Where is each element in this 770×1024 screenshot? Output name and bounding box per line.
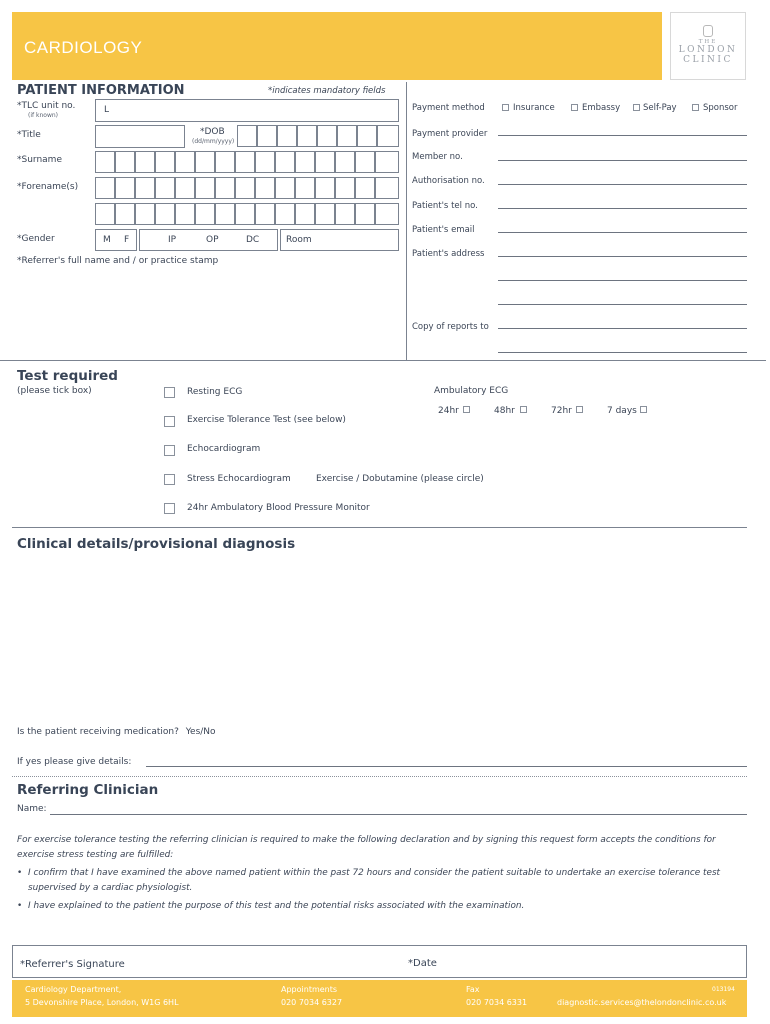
tel-line[interactable] [498,208,747,209]
medication-answer[interactable]: Yes/No [185,727,216,737]
declaration-bullet-1: • I confirm that I have examined the above named patient within the past 72 hours and consider the patient suitable to undertake an exercise tolerance test supervised by a cardiac physiologist. [17,866,737,896]
amb-24hr-checkbox[interactable] [463,406,470,413]
amb-48hr-checkbox[interactable] [520,406,527,413]
dob-sub: (dd/mm/yyyy) [192,138,235,145]
title-label: *Title [17,130,41,140]
medication-question [17,727,216,737]
logo-line1: LONDON [678,45,738,55]
address-line-2[interactable] [498,280,747,281]
tlc-prefix: L [104,105,110,115]
logo-the: THE [698,39,718,45]
section-divider-2 [12,527,747,528]
name-line[interactable] [50,814,747,815]
details-line[interactable] [146,766,747,767]
echo-checkbox[interactable] [164,445,175,456]
details-label: If yes please give details: [17,757,132,767]
dc-option[interactable]: DC [246,235,260,245]
referrer-stamp-label: *Referrer's full name and / or practice stamp [17,256,219,266]
tel-label: Patient's tel no. [412,201,478,211]
bullet-2-text: I have explained to the patient the purpose of this test and the potential risks associated with the examination. [28,901,525,911]
abpm-label: 24hr Ambulatory Blood Pressure Monitor [187,503,370,513]
amb-72hr-label: 72hr [551,406,572,416]
payment-provider-line[interactable] [498,135,747,136]
authorisation-line[interactable] [498,184,747,185]
signature-label: *Referrer's Signature [20,959,125,970]
resting-ecg-checkbox[interactable] [164,387,175,398]
selfpay-checkbox[interactable] [633,104,640,111]
payment-method-label: Payment method [412,103,485,113]
footer-fax-label: Fax [466,985,480,994]
tlc-label: *TLC unit no. [17,101,76,111]
declaration-bullet-2: • I have explained to the patient the purpose of this test and the potential risks associated with the examination. [17,899,737,914]
stress-echo-checkbox[interactable] [164,474,175,485]
admission-type-box[interactable] [139,229,278,251]
gender-label: *Gender [17,234,55,244]
title-input[interactable] [95,125,185,148]
medication-question-text: Is the patient receiving medication? [17,727,179,737]
authorisation-label: Authorisation no. [412,176,485,186]
resting-ecg-label: Resting ECG [187,387,243,397]
copy-reports-label: Copy of reports to [412,322,489,332]
member-no-label: Member no. [412,152,463,162]
address-label: Patient's address [412,249,485,259]
email-label: Patient's email [412,225,475,235]
abpm-checkbox[interactable] [164,503,175,514]
room-label: Room [286,235,312,245]
address-line-3[interactable] [498,304,747,305]
embassy-checkbox[interactable] [571,104,578,111]
tests-heading: Test required [17,368,118,384]
embassy-label: Embassy [582,103,621,113]
echo-label: Echocardiogram [187,444,261,454]
gender-box[interactable] [95,229,137,251]
footer-code: 013194 [712,986,735,993]
address-line-1[interactable] [498,256,747,257]
amb-7days-label: 7 days [607,406,637,416]
logo [670,12,746,80]
clinical-details-area[interactable] [17,556,747,716]
ip-option[interactable]: IP [168,235,177,245]
tlc-input[interactable] [95,99,399,122]
column-divider [406,82,407,360]
clinical-heading: Clinical details/provisional diagnosis [17,536,296,552]
amb-48hr-label: 48hr [494,406,515,416]
amb-24hr-label: 24hr [438,406,459,416]
exercise-test-label: Exercise Tolerance Test (see below) [187,415,346,425]
stress-echo-extra: Exercise / Dobutamine (please circle) [316,474,484,484]
dob-label: *DOB [200,127,225,137]
logo-line2: CLINIC [683,55,733,65]
sponsor-label: Sponsor [703,103,738,113]
referring-heading: Referring Clinician [17,782,159,798]
details-dotted-line [12,776,747,777]
room-box[interactable] [280,229,399,251]
sponsor-checkbox[interactable] [692,104,699,111]
forename-label: *Forename(s) [17,182,79,192]
copy-reports-line-2[interactable] [498,352,747,353]
bullet-1-text: I confirm that I have examined the above named patient within the past 72 hours and consider the patient suitable to undertake an exercise tolerance test supervised by a cardiac physiologist. [28,868,721,893]
insurance-label: Insurance [513,103,555,113]
payment-provider-label: Payment provider [412,129,488,139]
footer-email[interactable]: diagnostic.services@thelondonclinic.co.uk [557,998,727,1007]
declaration-text: For exercise tolerance testing the referring clinician is required to make the following declaration and by signing this request form accepts the conditions for exercise stress testing are fulfilled: [17,835,716,860]
footer-dept-line2: 5 Devonshire Place, London, W1G 6HL [25,998,179,1007]
logo-crest-icon [703,25,713,37]
op-option[interactable]: OP [206,235,219,245]
patient-info-heading: PATIENT INFORMATION [17,83,185,98]
email-line[interactable] [498,232,747,233]
insurance-checkbox[interactable] [502,104,509,111]
footer-dept-line1: Cardiology Department, [25,985,122,994]
surname-label: *Surname [17,155,62,165]
footer-appt-number: 020 7034 6327 [281,998,343,1007]
gender-m[interactable]: M [103,235,111,245]
name-label: Name: [17,804,47,814]
amb-7days-checkbox[interactable] [640,406,647,413]
tlc-sub: (if known) [28,112,59,119]
date-label: *Date [408,958,437,969]
section-divider-1 [0,360,766,361]
mandatory-note: *indicates mandatory fields [268,86,386,96]
member-no-line[interactable] [498,160,747,161]
tests-sub: (please tick box) [17,386,92,396]
exercise-test-checkbox[interactable] [164,416,175,427]
footer-appt-label: Appointments [281,985,338,994]
page-title: CARDIOLOGY [24,38,143,57]
ambulatory-heading: Ambulatory ECG [434,386,509,396]
footer-fax-number: 020 7034 6331 [466,998,528,1007]
selfpay-label: Self-Pay [643,103,677,113]
stress-echo-label: Stress Echocardiogram [187,474,291,484]
amb-72hr-checkbox[interactable] [576,406,583,413]
copy-reports-line-1[interactable] [498,328,747,329]
gender-f[interactable]: F [124,235,130,245]
